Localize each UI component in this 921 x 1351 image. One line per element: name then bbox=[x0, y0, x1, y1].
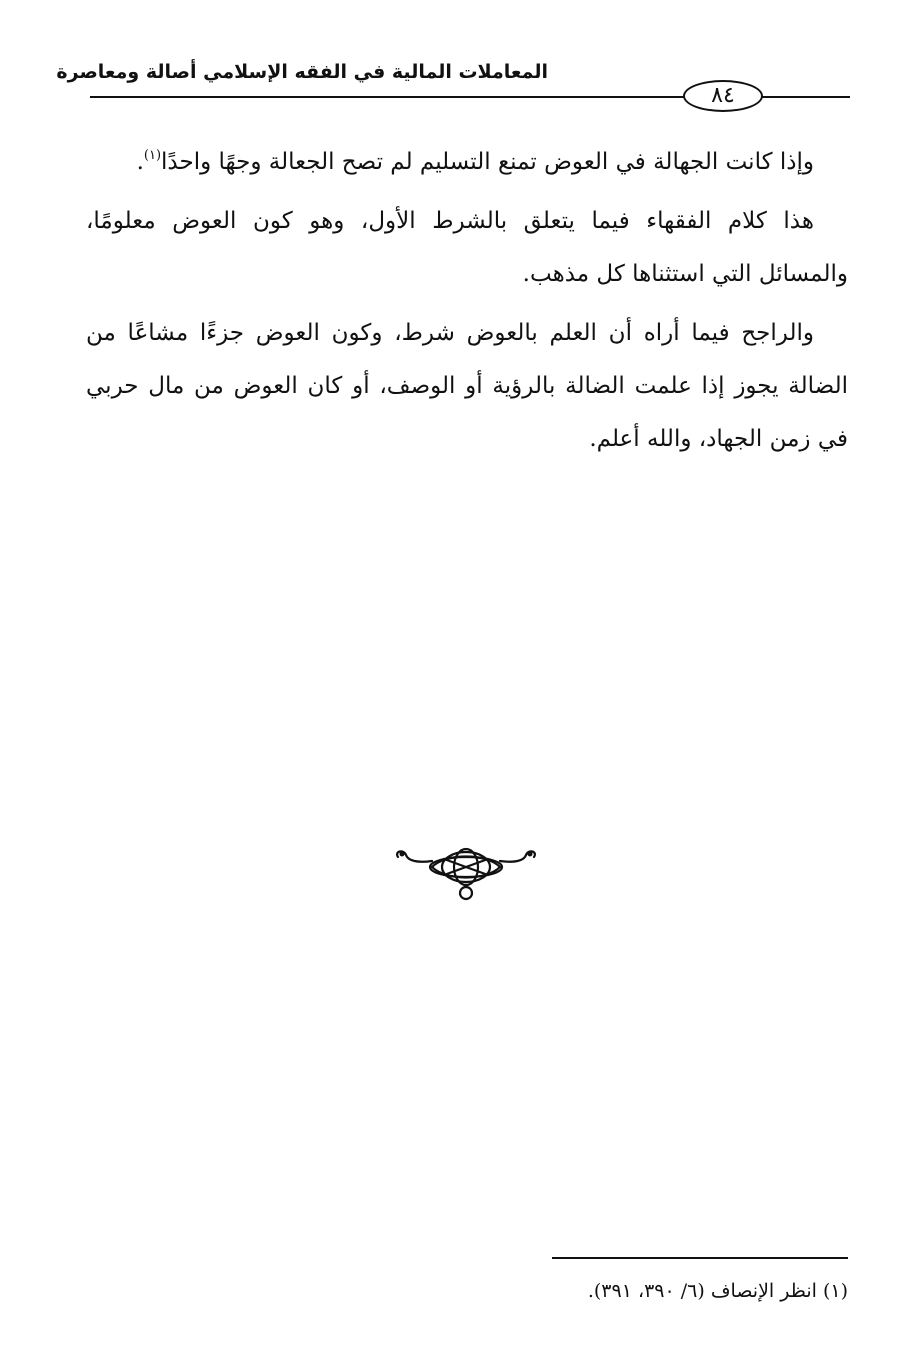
paragraph-3: والراجح فيما أراه أن العلم بالعوض شرط، وكون العوض جزءًا مشاعًا من الضالة يجوز إذا علمت الضالة بالرؤية أو الوصف، أو كان العوض من مال حربي في زمن الجهاد، والله أعلم. bbox=[86, 320, 848, 452]
paragraph-2: هذا كلام الفقهاء فيما يتعلق بالشرط الأول، وهو كون العوض معلومًا، والمسائل التي استثناها كل مذهب. bbox=[86, 208, 848, 287]
footnote-separator bbox=[552, 1257, 848, 1259]
page-number: ٨٤ bbox=[683, 80, 763, 112]
paragraph-1-end: . bbox=[136, 149, 144, 175]
footnote bbox=[300, 1273, 848, 1309]
running-title: المعاملات المالية في الفقه الإسلامي أصالة ومعاصرة bbox=[56, 61, 548, 83]
footnote-text: انظر الإنصاف (٦/ ٣٩٠، ٣٩١). bbox=[587, 1280, 817, 1302]
paragraph-1-text: وإذا كانت الجهالة في العوض تمنع التسليم لم تصح الجعالة وجهًا واحدًا bbox=[161, 149, 814, 175]
paragraph-1 bbox=[86, 136, 848, 189]
footnote-marker: (١) bbox=[822, 1280, 848, 1302]
floral-knot-ornament-icon bbox=[392, 845, 540, 905]
body-text bbox=[86, 136, 848, 472]
footnote-reference: (١) bbox=[143, 148, 162, 163]
